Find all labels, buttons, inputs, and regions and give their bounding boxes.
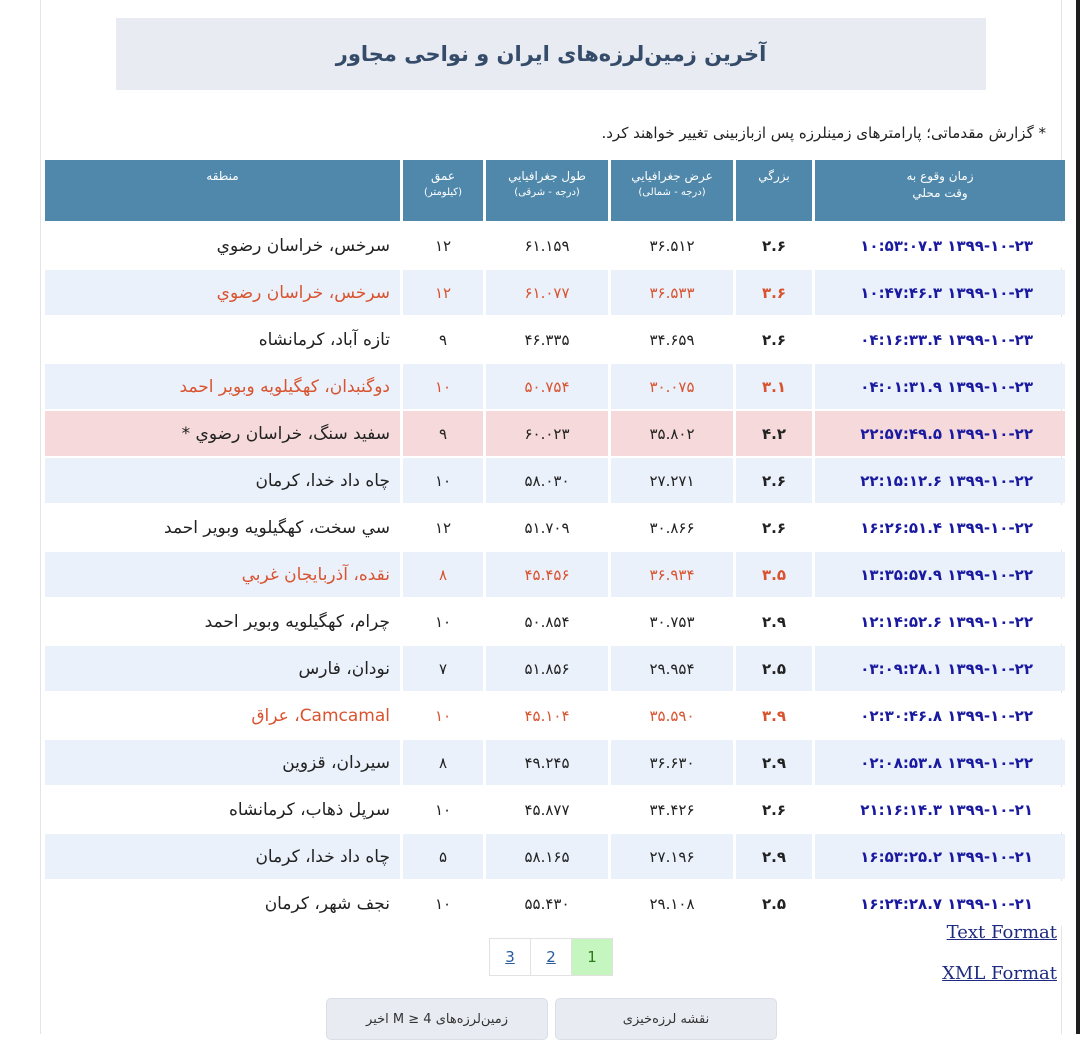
latitude-cell: ۳۰.۰۷۵: [611, 364, 733, 409]
table-row: [45, 646, 1065, 691]
table-row: [45, 364, 1065, 409]
text-format-link[interactable]: Text Format: [946, 922, 1057, 943]
pagination: [490, 938, 613, 976]
depth-cell: ۱۰: [403, 693, 483, 738]
table-row: [45, 552, 1065, 597]
magnitude-cell: ۲.۹: [736, 834, 812, 879]
earthquake-table: [42, 158, 1068, 928]
magnitude-cell: ۲.۹: [736, 740, 812, 785]
latitude-cell: ۳۵.۵۹۰: [611, 693, 733, 738]
latitude-cell: ۳۶.۶۳۰: [611, 740, 733, 785]
depth-cell: ۱۲: [403, 505, 483, 550]
table-row: [45, 881, 1065, 926]
event-time-link[interactable]: ۱۳۹۹-۱۰-۲۲ ۱۳:۳۵:۵۷.۹: [815, 552, 1065, 597]
event-time-link[interactable]: ۱۳۹۹-۱۰-۲۲ ۱۶:۲۶:۵۱.۴: [815, 505, 1065, 550]
magnitude-cell: ۲.۶: [736, 505, 812, 550]
column-header-depth: عمق (کیلومتر): [403, 160, 483, 221]
magnitude-cell: ۳.۶: [736, 270, 812, 315]
region-cell: نقده، آذربايجان غربي: [45, 552, 400, 597]
longitude-cell: ۵۱.۸۵۶: [486, 646, 608, 691]
longitude-cell: ۵۰.۷۵۴: [486, 364, 608, 409]
table-row: [45, 599, 1065, 644]
table-row: [45, 740, 1065, 785]
latitude-cell: ۳۰.۷۵۳: [611, 599, 733, 644]
magnitude-cell: ۲.۶: [736, 223, 812, 268]
depth-cell: ۵: [403, 834, 483, 879]
latitude-cell: ۲۹.۹۵۴: [611, 646, 733, 691]
event-time-link[interactable]: ۱۳۹۹-۱۰-۲۲ ۰۲:۰۸:۵۳.۸: [815, 740, 1065, 785]
table-row: [45, 505, 1065, 550]
depth-cell: ۸: [403, 740, 483, 785]
page-header: [116, 18, 986, 90]
page-1-current[interactable]: 1: [571, 938, 613, 976]
latitude-cell: ۳۶.۵۱۲: [611, 223, 733, 268]
region-cell: سرخس، خراسان رضوي: [45, 223, 400, 268]
region-cell: سفيد سنگ، خراسان رضوي *: [45, 411, 400, 456]
table-row: [45, 270, 1065, 315]
event-time-link[interactable]: ۱۳۹۹-۱۰-۲۲ ۲۲:۵۷:۴۹.۵: [815, 411, 1065, 456]
event-time-link[interactable]: ۱۳۹۹-۱۰-۲۲ ۱۲:۱۴:۵۲.۶: [815, 599, 1065, 644]
event-time-link[interactable]: ۱۳۹۹-۱۰-۲۱ ۱۶:۵۳:۲۵.۲: [815, 834, 1065, 879]
latitude-cell: ۳۶.۵۳۳: [611, 270, 733, 315]
region-cell: چاه داد خدا، كرمان: [45, 834, 400, 879]
table-header-row: [45, 160, 1065, 221]
latitude-cell: ۲۷.۲۷۱: [611, 458, 733, 503]
magnitude-cell: ۳.۹: [736, 693, 812, 738]
column-header-time: زمان وقوع به وقت محلي: [815, 160, 1065, 221]
region-cell: چاه داد خدا، كرمان: [45, 458, 400, 503]
recent-m4-earthquakes-button[interactable]: زمین‌لرزه‌های 4 ≤ M اخیر: [326, 998, 548, 1040]
region-cell: تازه آباد، كرمانشاه: [45, 317, 400, 362]
magnitude-cell: ۲.۵: [736, 881, 812, 926]
preliminary-note: * گزارش مقدماتی؛ پارامترهای زمینلرزه پس ازبازبینی تغییر خواهند کرد.: [601, 124, 1046, 142]
longitude-cell: ۴۵.۸۷۷: [486, 787, 608, 832]
event-time-link[interactable]: ۱۳۹۹-۱۰-۲۲ ۰۲:۳۰:۴۶.۸: [815, 693, 1065, 738]
region-cell: سيردان، قزوين: [45, 740, 400, 785]
magnitude-cell: ۲.۹: [736, 599, 812, 644]
longitude-cell: ۴۵.۱۰۴: [486, 693, 608, 738]
event-time-link[interactable]: ۱۳۹۹-۱۰-۲۲ ۲۲:۱۵:۱۲.۶: [815, 458, 1065, 503]
longitude-cell: ۵۸.۰۳۰: [486, 458, 608, 503]
magnitude-cell: ۴.۲: [736, 411, 812, 456]
magnitude-cell: ۲.۶: [736, 317, 812, 362]
column-header-region: منطقه: [45, 160, 400, 221]
table-row: [45, 411, 1065, 456]
magnitude-cell: ۲.۵: [736, 646, 812, 691]
region-cell: دوگنبدان، كهگيلويه وبوير احمد: [45, 364, 400, 409]
latitude-cell: ۳۶.۹۳۴: [611, 552, 733, 597]
latitude-cell: ۳۰.۸۶۶: [611, 505, 733, 550]
magnitude-cell: ۲.۶: [736, 458, 812, 503]
depth-cell: ۷: [403, 646, 483, 691]
depth-cell: ۹: [403, 411, 483, 456]
table-row: [45, 458, 1065, 503]
depth-cell: ۱۰: [403, 458, 483, 503]
longitude-cell: ۵۰.۸۵۴: [486, 599, 608, 644]
region-cell: نجف شهر، كرمان: [45, 881, 400, 926]
table-row: [45, 693, 1065, 738]
event-time-link[interactable]: ۱۳۹۹-۱۰-۲۱ ۱۶:۲۴:۲۸.۷: [815, 881, 1065, 926]
latitude-cell: ۳۴.۶۵۹: [611, 317, 733, 362]
depth-cell: ۱۰: [403, 881, 483, 926]
page-2-link[interactable]: 2: [530, 938, 572, 976]
region-cell: چرام، كهگيلويه وبوير احمد: [45, 599, 400, 644]
depth-cell: ۱۰: [403, 599, 483, 644]
table-row: [45, 223, 1065, 268]
event-time-link[interactable]: ۱۳۹۹-۱۰-۲۳ ۰۴:۰۱:۳۱.۹: [815, 364, 1065, 409]
region-cell: سرپل ذهاب، كرمانشاه: [45, 787, 400, 832]
region-cell: سرخس، خراسان رضوي: [45, 270, 400, 315]
longitude-cell: ۴۵.۴۵۶: [486, 552, 608, 597]
magnitude-cell: ۳.۱: [736, 364, 812, 409]
column-header-latitude: عرض جغرافيايي (درجه - شمالی): [611, 160, 733, 221]
column-header-longitude: طول جغرافيايي (درجه - شرقی): [486, 160, 608, 221]
depth-cell: ۱۰: [403, 364, 483, 409]
region-cell: سي سخت، كهگيلويه وبوير احمد: [45, 505, 400, 550]
latitude-cell: ۲۹.۱۰۸: [611, 881, 733, 926]
latitude-cell: ۲۷.۱۹۶: [611, 834, 733, 879]
latitude-cell: ۳۴.۴۲۶: [611, 787, 733, 832]
event-time-link[interactable]: ۱۳۹۹-۱۰-۲۳ ۰۴:۱۶:۳۳.۴: [815, 317, 1065, 362]
event-time-link[interactable]: ۱۳۹۹-۱۰-۲۳ ۱۰:۵۳:۰۷.۳: [815, 223, 1065, 268]
page-3-link[interactable]: 3: [489, 938, 531, 976]
seismicity-map-button[interactable]: نقشه لرزه‌خیزی: [555, 998, 777, 1040]
magnitude-cell: ۲.۶: [736, 787, 812, 832]
longitude-cell: ۶۱.۰۷۷: [486, 270, 608, 315]
depth-cell: ۱۲: [403, 223, 483, 268]
window-edge: [1076, 0, 1080, 1034]
depth-cell: ۹: [403, 317, 483, 362]
depth-cell: ۱۲: [403, 270, 483, 315]
longitude-cell: ۶۱.۱۵۹: [486, 223, 608, 268]
xml-format-link[interactable]: XML Format: [942, 963, 1057, 984]
format-links: [942, 922, 1057, 1004]
longitude-cell: ۵۱.۷۰۹: [486, 505, 608, 550]
magnitude-cell: ۳.۵: [736, 552, 812, 597]
depth-cell: ۸: [403, 552, 483, 597]
column-header-magnitude: بزرگي: [736, 160, 812, 221]
longitude-cell: ۵۵.۴۳۰: [486, 881, 608, 926]
region-cell: نودان، فارس: [45, 646, 400, 691]
event-time-link[interactable]: ۱۳۹۹-۱۰-۲۱ ۲۱:۱۶:۱۴.۳: [815, 787, 1065, 832]
depth-cell: ۱۰: [403, 787, 483, 832]
latitude-cell: ۳۵.۸۰۲: [611, 411, 733, 456]
page-title: آخرین زمین‌لرزه‌های ایران و نواحی مجاور: [335, 42, 767, 66]
region-cell: Camcamal، عراق: [45, 693, 400, 738]
event-time-link[interactable]: ۱۳۹۹-۱۰-۲۲ ۰۳:۰۹:۲۸.۱: [815, 646, 1065, 691]
longitude-cell: ۴۹.۲۴۵: [486, 740, 608, 785]
longitude-cell: ۴۶.۳۳۵: [486, 317, 608, 362]
event-time-link[interactable]: ۱۳۹۹-۱۰-۲۳ ۱۰:۴۷:۴۶.۳: [815, 270, 1065, 315]
table-row: [45, 834, 1065, 879]
longitude-cell: ۵۸.۱۶۵: [486, 834, 608, 879]
table-row: [45, 317, 1065, 362]
table-row: [45, 787, 1065, 832]
longitude-cell: ۶۰.۰۲۳: [486, 411, 608, 456]
